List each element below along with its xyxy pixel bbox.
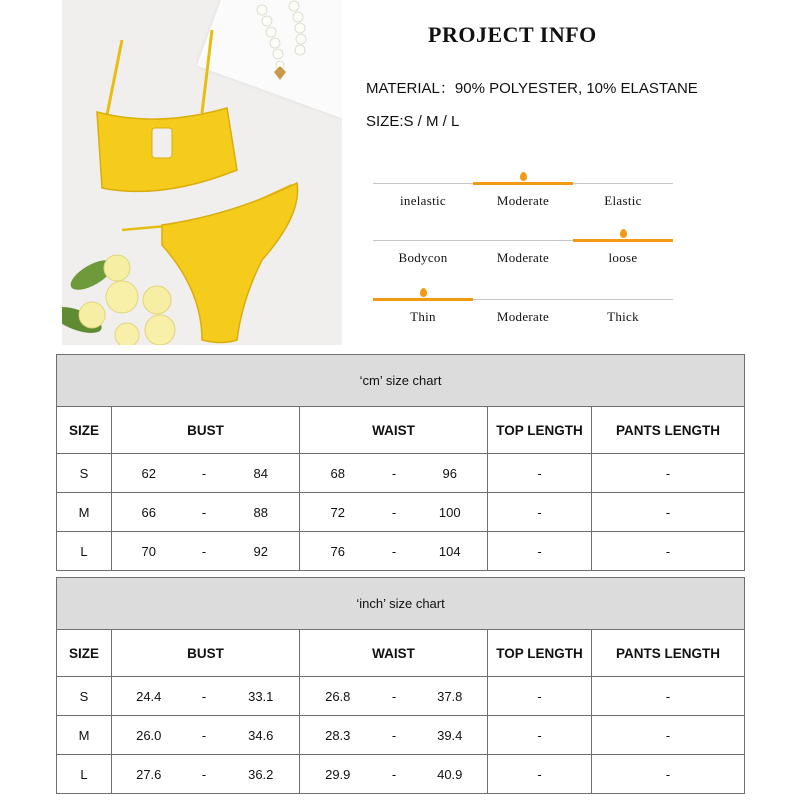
size-cell: S bbox=[57, 677, 112, 716]
heart-pendant-icon bbox=[274, 66, 286, 80]
material-text: MATERIAL：90% POLYESTER, 10% ELASTANE bbox=[366, 80, 698, 97]
top-length-cell: - bbox=[488, 493, 592, 532]
pants-length-cell: - bbox=[592, 532, 745, 571]
bikini-bottom bbox=[162, 183, 298, 343]
header-bust: BUST bbox=[112, 630, 300, 677]
header-size: SIZE bbox=[57, 630, 112, 677]
bust-max-cell: 92 bbox=[223, 532, 300, 571]
header-size: SIZE bbox=[57, 407, 112, 454]
bust-min-cell: 24.4 bbox=[112, 677, 186, 716]
project-info-title: PROJECT INFO bbox=[428, 22, 597, 47]
table-row bbox=[57, 677, 745, 716]
waist-max-cell: 39.4 bbox=[413, 716, 488, 755]
strap-right bbox=[202, 30, 212, 113]
scale-label: Thick bbox=[607, 309, 639, 324]
bust-min-cell: 70 bbox=[112, 532, 186, 571]
bust-max-cell: 34.6 bbox=[223, 716, 300, 755]
waist-min-cell: 76 bbox=[300, 532, 376, 571]
cm-chart-title: ‘cm’ size chart bbox=[57, 355, 745, 407]
range-separator: - bbox=[376, 716, 413, 755]
top-length-cell: - bbox=[488, 454, 592, 493]
header-top-length: TOP LENGTH bbox=[488, 630, 592, 677]
waist-min-cell: 72 bbox=[300, 493, 376, 532]
bust-max-cell: 36.2 bbox=[223, 755, 300, 794]
strap-left bbox=[107, 40, 122, 115]
table-row bbox=[57, 716, 745, 755]
top-length-cell: - bbox=[488, 677, 592, 716]
pants-length-cell: - bbox=[592, 755, 745, 794]
size-text: SIZE:S / M / L bbox=[366, 113, 460, 130]
range-separator: - bbox=[186, 454, 223, 493]
table-row bbox=[57, 532, 745, 571]
inch-size-chart bbox=[56, 577, 745, 794]
fit-scale bbox=[373, 240, 673, 280]
size-cell: L bbox=[57, 755, 112, 794]
size-cell: L bbox=[57, 532, 112, 571]
range-separator: - bbox=[186, 677, 223, 716]
scale-label: Moderate bbox=[496, 309, 550, 324]
top-length-cell: - bbox=[488, 716, 592, 755]
range-separator: - bbox=[376, 493, 413, 532]
scale-label: Moderate bbox=[496, 250, 550, 265]
scale-label: inelastic bbox=[399, 193, 447, 208]
inch-chart-title: ‘inch’ size chart bbox=[57, 578, 745, 630]
cm-size-chart bbox=[56, 354, 745, 571]
scale-label: Elastic bbox=[604, 193, 642, 208]
scale-marker-icon bbox=[520, 172, 527, 181]
pants-length-cell: - bbox=[592, 454, 745, 493]
range-separator: - bbox=[186, 716, 223, 755]
bust-min-cell: 26.0 bbox=[112, 716, 186, 755]
elasticity-scale bbox=[373, 183, 673, 223]
top-length-cell: - bbox=[488, 532, 592, 571]
header-waist: WAIST bbox=[300, 630, 488, 677]
top-length-cell: - bbox=[488, 755, 592, 794]
bust-max-cell: 84 bbox=[223, 454, 300, 493]
header-waist: WAIST bbox=[300, 407, 488, 454]
header-bust: BUST bbox=[112, 407, 300, 454]
bust-min-cell: 66 bbox=[112, 493, 186, 532]
header-top-length: TOP LENGTH bbox=[488, 407, 592, 454]
bust-min-cell: 27.6 bbox=[112, 755, 186, 794]
size-cell: S bbox=[57, 454, 112, 493]
thickness-scale bbox=[373, 299, 673, 339]
scale-label: Moderate bbox=[496, 193, 550, 208]
waist-max-cell: 100 bbox=[413, 493, 488, 532]
bikini-illustration bbox=[62, 0, 342, 345]
header-pants-length: PANTS LENGTH bbox=[592, 407, 745, 454]
scale-label: Bodycon bbox=[398, 250, 448, 265]
scale-marker-icon bbox=[620, 229, 627, 238]
table-row bbox=[57, 493, 745, 532]
range-separator: - bbox=[376, 532, 413, 571]
pants-length-cell: - bbox=[592, 716, 745, 755]
scale-label: Thin bbox=[410, 309, 436, 324]
scale-selected-segment bbox=[473, 182, 573, 185]
waist-max-cell: 37.8 bbox=[413, 677, 488, 716]
table-row bbox=[57, 755, 745, 794]
scale-selected-segment bbox=[373, 298, 473, 301]
bust-min-cell: 62 bbox=[112, 454, 186, 493]
size-cell: M bbox=[57, 716, 112, 755]
scale-selected-segment bbox=[573, 239, 673, 242]
pearl-necklace-icon bbox=[257, 1, 306, 69]
waist-max-cell: 40.9 bbox=[413, 755, 488, 794]
waist-min-cell: 26.8 bbox=[300, 677, 376, 716]
top-cutout bbox=[152, 128, 172, 158]
table-row bbox=[57, 454, 745, 493]
range-separator: - bbox=[186, 755, 223, 794]
scale-label: loose bbox=[608, 250, 638, 265]
size-cell: M bbox=[57, 493, 112, 532]
range-separator: - bbox=[186, 532, 223, 571]
waist-max-cell: 96 bbox=[413, 454, 488, 493]
flower-icon bbox=[62, 254, 175, 345]
scale-marker-icon bbox=[420, 288, 427, 297]
range-separator: - bbox=[376, 755, 413, 794]
range-separator: - bbox=[186, 493, 223, 532]
product-photo bbox=[62, 0, 342, 345]
waist-min-cell: 29.9 bbox=[300, 755, 376, 794]
waist-max-cell: 104 bbox=[413, 532, 488, 571]
pants-length-cell: - bbox=[592, 493, 745, 532]
bust-max-cell: 88 bbox=[223, 493, 300, 532]
header-pants-length: PANTS LENGTH bbox=[592, 630, 745, 677]
range-separator: - bbox=[376, 454, 413, 493]
bust-max-cell: 33.1 bbox=[223, 677, 300, 716]
range-separator: - bbox=[376, 677, 413, 716]
waist-min-cell: 28.3 bbox=[300, 716, 376, 755]
waist-min-cell: 68 bbox=[300, 454, 376, 493]
pants-length-cell: - bbox=[592, 677, 745, 716]
